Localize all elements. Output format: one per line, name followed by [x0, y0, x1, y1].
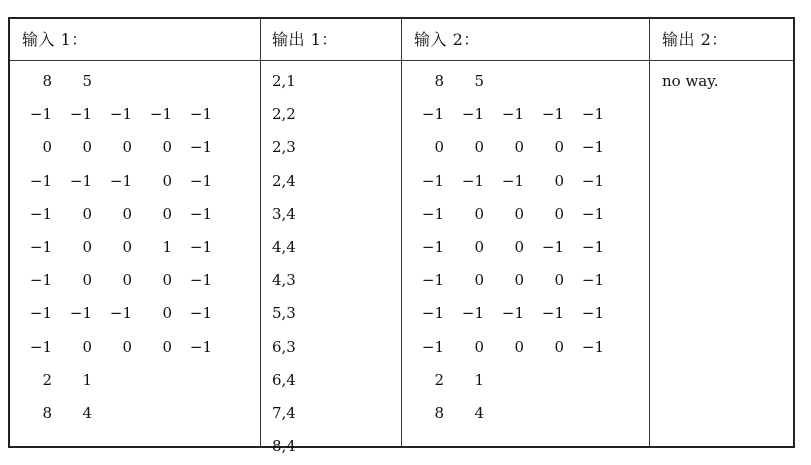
input-value: −1	[581, 204, 604, 223]
input-value: −1	[29, 304, 52, 323]
input-value: −1	[421, 237, 444, 256]
input-value: −1	[29, 204, 52, 223]
input-value: −1	[29, 237, 52, 256]
input-row	[12, 331, 212, 364]
input-row	[404, 165, 604, 198]
input-value: 4	[82, 403, 92, 422]
io-table	[8, 17, 795, 456]
input-row	[12, 98, 212, 131]
input-value: 8	[42, 72, 52, 90]
input-row	[12, 131, 212, 164]
input-value: 8	[434, 403, 444, 422]
input-value: −1	[29, 337, 52, 356]
input-value: −1	[421, 171, 444, 190]
input-value: −1	[69, 304, 92, 323]
input-value: 1	[474, 370, 484, 389]
header-output-2: 输出 2：	[662, 30, 728, 49]
output-line: 2,3	[272, 138, 296, 157]
input-value: 0	[514, 237, 524, 256]
input-value: 2	[42, 370, 52, 389]
header-divider	[10, 60, 793, 61]
input-value: 0	[474, 204, 484, 223]
input-value: 0	[514, 271, 524, 290]
input-value: −1	[581, 337, 604, 356]
input-row	[12, 364, 212, 397]
input-value: 0	[82, 337, 92, 356]
input-value: 8	[434, 72, 444, 90]
input-value: −1	[461, 105, 484, 124]
input-value: 0	[122, 337, 132, 356]
input-value: −1	[189, 271, 212, 290]
input-value: −1	[541, 105, 564, 124]
input-value: 0	[162, 138, 172, 157]
input-row	[404, 331, 604, 364]
input-value: −1	[189, 337, 212, 356]
input-value: 0	[514, 337, 524, 356]
output-line: 2,2	[272, 105, 296, 124]
input-row	[12, 65, 212, 98]
input-value: −1	[29, 105, 52, 124]
input-value: 0	[554, 337, 564, 356]
input-value: −1	[501, 105, 524, 124]
input-value: 1	[82, 370, 92, 389]
input-value: 0	[554, 271, 564, 290]
input-value: −1	[581, 271, 604, 290]
column-divider	[649, 19, 650, 446]
input-value: −1	[189, 138, 212, 157]
input-row	[404, 231, 604, 264]
input-value: 5	[82, 72, 92, 90]
input-value: −1	[109, 105, 132, 124]
input-value: 0	[82, 204, 92, 223]
input-row	[404, 98, 604, 131]
output-line: no way.	[662, 72, 719, 90]
input-value: 0	[122, 204, 132, 223]
input-row	[12, 264, 212, 297]
input-value: −1	[581, 171, 604, 190]
input-value: −1	[189, 237, 212, 256]
output-line: 8,4	[272, 437, 296, 456]
input-value: −1	[421, 105, 444, 124]
input-value: 0	[162, 204, 172, 223]
input-value: −1	[189, 204, 212, 223]
output-line: 6,3	[272, 337, 296, 356]
input-value: 0	[162, 171, 172, 190]
output-1-column	[272, 65, 296, 463]
input-value: −1	[189, 105, 212, 124]
input-value: −1	[421, 204, 444, 223]
input-row	[12, 198, 212, 231]
input-value: 0	[554, 204, 564, 223]
input-value: 0	[162, 304, 172, 323]
input-row	[404, 297, 604, 330]
input-value: 0	[122, 138, 132, 157]
input-value: −1	[461, 171, 484, 190]
input-value: −1	[501, 304, 524, 323]
input-value: −1	[421, 337, 444, 356]
input-value: −1	[421, 271, 444, 290]
input-value: 0	[474, 271, 484, 290]
input-value: −1	[581, 138, 604, 157]
input-value: 0	[474, 237, 484, 256]
input-row	[404, 397, 604, 430]
input-row	[404, 264, 604, 297]
output-line: 4,4	[272, 237, 296, 256]
input-value: 0	[514, 138, 524, 157]
input-value: −1	[189, 171, 212, 190]
input-value: 0	[82, 138, 92, 157]
input-value: 0	[162, 271, 172, 290]
input-value: −1	[69, 171, 92, 190]
input-value: −1	[581, 237, 604, 256]
input-row	[12, 397, 212, 430]
input-value: −1	[149, 105, 172, 124]
input-value: −1	[109, 171, 132, 190]
input-row	[12, 231, 212, 264]
input-value: 0	[474, 138, 484, 157]
input-value: 0	[162, 337, 172, 356]
input-value: 4	[474, 403, 484, 422]
input-row	[12, 297, 212, 330]
header-input-2: 输入 2：	[414, 30, 480, 49]
input-value: −1	[189, 304, 212, 323]
input-value: 0	[82, 237, 92, 256]
input-value: −1	[541, 237, 564, 256]
header-output-1: 输出 1：	[272, 30, 338, 49]
output-2-column	[662, 65, 719, 98]
input-value: 0	[554, 138, 564, 157]
input-value: 0	[514, 204, 524, 223]
input-2-column	[404, 65, 604, 430]
input-value: −1	[109, 304, 132, 323]
input-value: 0	[474, 337, 484, 356]
input-row	[12, 165, 212, 198]
input-value: −1	[421, 304, 444, 323]
input-value: −1	[69, 105, 92, 124]
input-value: −1	[501, 171, 524, 190]
input-1-column	[12, 65, 212, 430]
input-value: −1	[29, 171, 52, 190]
input-row	[404, 198, 604, 231]
input-value: 0	[122, 237, 132, 256]
input-value: 1	[162, 237, 172, 256]
input-value: −1	[581, 105, 604, 124]
output-line: 7,4	[272, 403, 296, 422]
output-line: 4,3	[272, 271, 296, 290]
input-value: −1	[29, 271, 52, 290]
output-line: 2,1	[272, 72, 296, 90]
output-line: 6,4	[272, 370, 296, 389]
input-value: 2	[434, 370, 444, 389]
input-value: −1	[541, 304, 564, 323]
input-value: 5	[474, 72, 484, 90]
input-value: 0	[434, 138, 444, 157]
input-value: 8	[42, 403, 52, 422]
header-input-1: 输入 1：	[22, 30, 88, 49]
input-value: 0	[122, 271, 132, 290]
input-row	[404, 364, 604, 397]
column-divider	[401, 19, 402, 446]
input-value: 0	[554, 171, 564, 190]
input-row	[404, 131, 604, 164]
input-row	[404, 65, 604, 98]
input-value: −1	[581, 304, 604, 323]
column-divider	[260, 19, 261, 446]
output-line: 5,3	[272, 304, 296, 323]
input-value: −1	[461, 304, 484, 323]
output-line: 3,4	[272, 204, 296, 223]
input-value: 0	[82, 271, 92, 290]
output-line: 2,4	[272, 171, 296, 190]
input-value: 0	[42, 138, 52, 157]
